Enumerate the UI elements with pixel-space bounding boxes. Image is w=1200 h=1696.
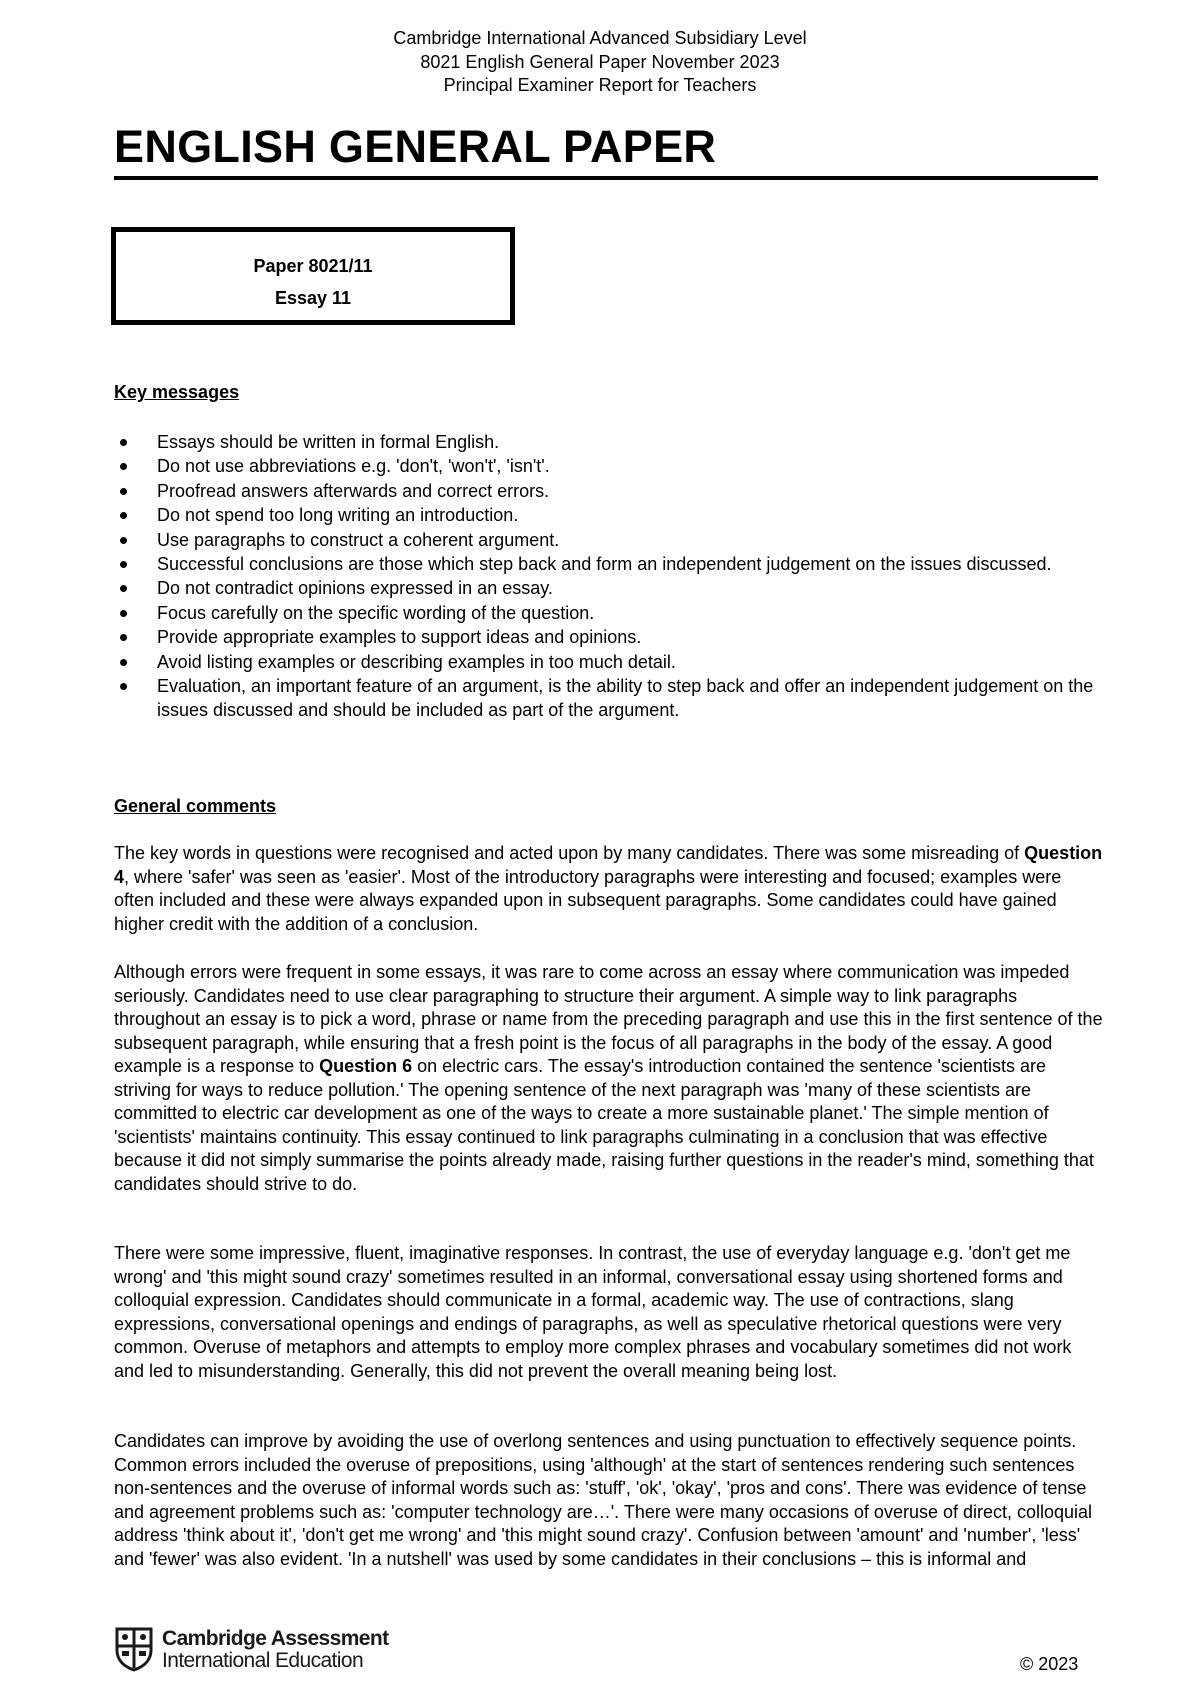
list-item <box>114 601 1104 625</box>
list-item <box>114 650 1104 674</box>
list-item-text: Proofread answers afterwards and correct errors. <box>157 480 550 501</box>
list-item-text: Do not contradict opinions expressed in an essay. <box>157 578 553 599</box>
bullet-icon <box>120 585 127 592</box>
page-title: ENGLISH GENERAL PAPER <box>114 121 717 172</box>
crest-icon <box>114 1626 154 1672</box>
bullet-icon <box>120 439 127 446</box>
list-item <box>114 479 1104 503</box>
paper-number: Paper 8021/11 <box>253 256 373 276</box>
bullet-icon <box>120 610 127 617</box>
general-comments-paragraph-4: Candidates can improve by avoiding the use of overlong sentences and using punctuation to effectively sequence points. Common errors included the overuse of prepositions, using 'although' at the start of sentences rendering such sentences non-sentences and the overuse of informal words such as: 'stuff', 'ok', 'okay', 'pros and cons'. There was evidence of tense and agreement problems such as: 'computer technology are…'. There were many occasions of overuse of direct, colloquial address 'think about it', 'don't get me wrong' and 'this might sound crazy'. Confusion between 'amount' and 'number', 'less' and 'fewer' was also evident. 'In a nutshell' was used by some candidates in their conclusions – this is informal and <box>114 1431 1093 1569</box>
list-item <box>114 625 1104 649</box>
list-item-text: Focus carefully on the specific wording of the question. <box>157 602 595 623</box>
key-messages-heading: Key messages <box>114 382 240 402</box>
general-comments-paragraph-3: There were some impressive, fluent, imaginative responses. In contrast, the use of everyday language e.g. 'don't get me wrong' and 'this might sound crazy' sometimes resulted in an informal, conversational essay using shortened forms and colloquial expression. Candidates should communicate in a formal, academic way. The use of contractions, slang expressions, conversational openings and endings of paragraphs, as well as speculative rhetorical questions were very common. Overuse of metaphors and attempts to employ more complex phrases and vocabulary sometimes did not work and led to misunderstanding. Generally, this did not prevent the overall meaning being lost. <box>114 1243 1072 1381</box>
list-item-text: Provide appropriate examples to support ideas and opinions. <box>157 627 642 648</box>
question-reference: Question 4 <box>114 843 1103 887</box>
paragraph-text: The key words in questions were recognised and acted upon by many candidates. There was some misreading of <box>114 843 1025 863</box>
bullet-icon <box>120 463 127 470</box>
bullet-icon <box>120 659 127 666</box>
list-item-text: Use paragraphs to construct a coherent argument. <box>157 529 560 550</box>
list-item <box>114 503 1104 527</box>
bullet-icon <box>120 537 127 544</box>
list-item <box>114 454 1104 478</box>
list-item <box>114 674 1104 723</box>
general-comments-paragraph-2 <box>114 961 1104 1196</box>
report-header <box>0 27 1200 98</box>
bullet-icon <box>120 488 127 495</box>
question-reference: Question 6 <box>319 1056 413 1076</box>
list-item-text: Do not spend too long writing an introduction. <box>157 505 519 526</box>
list-item-text: Avoid listing examples or describing examples in too much detail. <box>157 651 676 672</box>
list-item <box>114 552 1104 576</box>
copyright-notice: © 2023 <box>1020 1654 1079 1674</box>
header-line-2: 8021 English General Paper November 2023 <box>420 51 780 72</box>
list-item <box>114 576 1104 600</box>
list-item <box>114 430 1104 454</box>
general-comments-heading: General comments <box>114 796 277 816</box>
paragraph-text: Although errors were frequent in some essays, it was rare to come across an essay where communication was impeded seriously. Candidates need to use clear paragraphing to structure their argument. A simple way to link paragraphs throughout an essay is to pick a word, phrase or name from the preceding paragraph and use this in the first sentence of the subsequent paragraph, while ensuring that a fresh point is the focus of all paragraphs in the body of the essay. A good example is a response to <box>114 962 1103 1076</box>
bullet-icon <box>120 561 127 568</box>
header-line-1: Cambridge International Advanced Subsidiary Level <box>393 28 807 48</box>
bullet-icon <box>120 512 127 519</box>
list-item-text: Evaluation, an important feature of an argument, is the ability to step back and offer an independent judgement on the issues discussed and should be included as part of the argument. <box>157 676 1094 721</box>
key-messages-list <box>114 430 1104 723</box>
paper-info-box <box>111 227 515 325</box>
bullet-icon <box>120 683 127 690</box>
list-item-text: Do not use abbreviations e.g. 'don't, 'won't', 'isn't'. <box>157 456 550 477</box>
list-item-text: Essays should be written in formal English. <box>157 432 500 452</box>
essay-label: Essay 11 <box>274 288 352 308</box>
title-underline-rule <box>114 176 1098 180</box>
logo-wordmark <box>162 1628 388 1672</box>
logo-line-1: Cambridge Assessment <box>162 1627 389 1650</box>
bullet-icon <box>120 634 127 641</box>
logo-line-2: International Education <box>162 1649 364 1672</box>
paragraph-text: on electric cars. The essay's introduction contained the sentence 'scientists are striving for ways to reduce pollution.' The opening sentence of the next paragraph was 'many of these scientists are committed to electric car development as one of the ways to create a more sustainable planet.' The simple mention of 'scientists' maintains continuity. This essay continued to link paragraphs culminating in a conclusion that was effective because it did not simply summarise the points already made, raising further questions in the reader's mind, something that candidates should strive to do. <box>114 1056 1094 1194</box>
list-item-text: Successful conclusions are those which step back and form an independent judgement on the issues discussed. <box>157 554 1052 575</box>
list-item <box>114 528 1104 552</box>
header-line-3: Principal Examiner Report for Teachers <box>443 75 757 95</box>
cambridge-logo <box>114 1626 394 1676</box>
general-comments-paragraph-1 <box>114 842 1104 936</box>
paragraph-text: , where 'safer' was seen as 'easier'. Most of the introductory paragraphs were interesting and focused; examples were often included and these were always expanded upon in subsequent paragraphs. Some candidates could have gained higher credit with the addition of a conclusion. <box>114 866 1062 934</box>
